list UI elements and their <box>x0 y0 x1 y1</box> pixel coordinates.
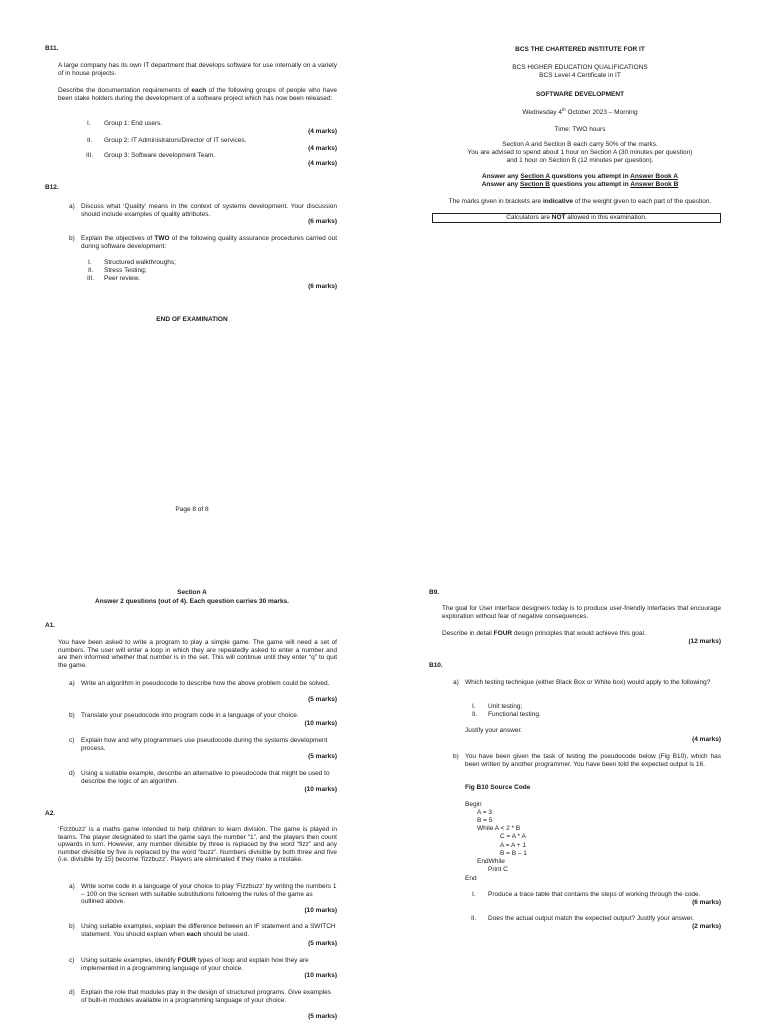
b12-b-item-1-num: I. <box>88 259 92 266</box>
code-line-end: End <box>465 875 477 882</box>
question-b11-describe-bold: each <box>191 87 207 94</box>
b11-item-3-text: Group 3: Software development Team. <box>104 152 216 159</box>
question-label-b11: B11. <box>45 45 59 52</box>
b10-b-item-1-text: Produce a trace table that contains the steps of working through the code. <box>488 891 701 898</box>
b10-b-item-1-marks: (6 marks) <box>692 899 721 906</box>
a1-d-marks: (10 marks) <box>304 786 337 793</box>
b12-a-marks: (6 marks) <box>308 218 337 225</box>
a2-intro: ‘Fizzbuzz’ is a maths game intended to help children to learn division. The game is played in teams. The player designated to start the game says the number “1”, and the players then count upwards in turn. However, any number divisible by three is replaced by the word “fizz” and any number divisible by five is replaced by the word “buzz”. Numbers divisible by both three and five (i.e. divisible by 15) become ‘fizzbuzz’. Players are eliminated if they make a mistake. <box>58 826 337 864</box>
b12-a-text: Discuss what ‘Quality’ means in the context of systems development. Your discussion should include examples of quality attributes. <box>81 203 337 218</box>
exam-date <box>430 106 730 117</box>
a2-c-bold: FOUR <box>177 957 196 964</box>
a2-b-letter: b) <box>69 923 75 930</box>
a1-c-text: Explain how and why programmers use pseudocode during the systems development process. <box>81 737 328 752</box>
a1-b-text: Translate your pseudocode into program code in a language of your choice. <box>81 712 299 719</box>
question-label-b9: B9. <box>429 589 440 596</box>
a2-c-post: types of loop and explain how they are implemented in a programming language of your choice. <box>81 957 309 972</box>
b9-describe-post: design principles that would achieve this goal. <box>512 630 646 637</box>
a2-c-marks: (10 marks) <box>304 972 337 979</box>
b10-a-letter: a) <box>453 679 459 686</box>
b9-describe-pre: Describe in detail <box>442 630 494 637</box>
calc-pre: Calculators are <box>506 214 552 221</box>
subject-title: SOFTWARE DEVELOPMENT <box>535 91 625 98</box>
end-of-examination: END OF EXAMINATION <box>156 316 228 323</box>
b10-a-marks: (4 marks) <box>692 736 721 743</box>
b10-b-item-2-text: Does the actual output match the expected output? Justify your answer. <box>488 915 694 922</box>
answer-section-a <box>400 173 760 181</box>
question-b11-describe-pre: Describe the documentation requirements of <box>58 87 192 94</box>
sections-line-2: You are advised to spend about 1 hour on Section A (30 minutes per question) <box>467 149 693 156</box>
b10-a-item-1-num: I. <box>472 703 476 710</box>
page-number: Page 8 of 8 <box>175 506 209 513</box>
b10-a-item-1-text: Unit testing; <box>488 703 523 710</box>
a2-a-text: Write some code in a language of your choice to play ‘Fizzbuzz’ by writing the numbers 1 – 100 on the screen with suitable substitutions following the rules of the game as outlined above. <box>81 883 337 906</box>
answer-b-pre: Answer any <box>481 181 520 188</box>
a1-d-text: Using a suitable example, describe an alternative to pseudocode that might be used to describe the logic of an algorithm. <box>81 770 330 785</box>
code-line-print: Print C <box>488 866 508 873</box>
b12-b-item-2-text: Stress Testing; <box>104 267 147 274</box>
b12-b-text <box>81 235 337 250</box>
question-b11-describe-post: of the following groups of people who have been stake holders during the development of a software project which has now been released: <box>58 87 337 102</box>
marks-note-pre: The marks given in brackets are <box>448 198 543 205</box>
b10-b-item-2-marks: (2 marks) <box>692 923 721 930</box>
a1-d-letter: d) <box>69 770 75 777</box>
b10-b-text: You have been given the task of testing the pseudocode below (Fig B10), which has been written by another programmer. You have been told the expected output is 16. <box>465 753 721 768</box>
answer-b-mid: questions you attempt in <box>549 181 631 188</box>
b11-item-2-marks: (4 marks) <box>308 145 337 152</box>
level-title: BCS Level 4 Certificate in IT <box>539 72 621 79</box>
question-b11-describe <box>58 87 337 102</box>
answer-b-section: Section B <box>519 181 550 188</box>
answer-a-pre: Answer any <box>482 173 521 180</box>
b12-b-marks: (6 marks) <box>308 283 337 290</box>
a1-intro: You have been asked to write a program to play a simple game. The game will need a set of numbers. The user will enter a loop in which they are repeatedly asked to enter a number and are then informed whether that number is in the set. This will continue until they enter “q” to quit the game. <box>58 639 337 669</box>
b10-a-item-2-num: II. <box>472 711 478 718</box>
qualifications-title: BCS HIGHER EDUCATION QUALIFICATIONS <box>512 64 648 71</box>
question-label-a1: A1. <box>45 622 56 629</box>
b10-a-item-2-text: Functional testing. <box>488 711 541 718</box>
institute-title: BCS THE CHARTERED INSTITUTE FOR IT <box>515 46 645 53</box>
question-label-a2: A2. <box>45 810 56 817</box>
a2-a-marks: (10 marks) <box>304 907 337 914</box>
question-label-b12: B12. <box>45 184 59 191</box>
a2-d-marks: (5 marks) <box>308 1013 337 1020</box>
a2-b-text <box>81 923 337 938</box>
b11-item-2-text: Group 2: IT Administrators/Director of IT services. <box>104 137 247 144</box>
code-line-a-inc: A = A + 1 <box>500 842 527 849</box>
marks-note <box>392 198 768 206</box>
b10-b-letter: b) <box>453 753 459 760</box>
a1-a-text: Write an algorithm in pseudocode to describe how the above problem could be solved. <box>81 680 330 687</box>
b12-b-letter: b) <box>69 235 75 242</box>
answer-a-section: Section A <box>520 173 550 180</box>
exam-date-day: Wednesday 4 <box>522 109 562 116</box>
page-bottom-right <box>384 512 768 1024</box>
b9-intro: The goal for User interface designers today is to produce user-friendly interfaces that encourage exploration without fear of negative consequences. <box>442 605 721 620</box>
code-line-a-init: A = 3 <box>477 809 492 816</box>
marks-note-post: of the weight given to each part of the question. <box>572 198 712 205</box>
a2-b-pre: Using suitable examples, explain the difference between an IF statement and a SWITCH statement. You should explain when <box>81 923 336 938</box>
b10-a-text: Which testing technique (either Black Box or White box) would apply to the following? <box>465 679 711 686</box>
answer-section-b <box>400 181 760 189</box>
calc-bold: NOT <box>551 214 566 221</box>
a1-c-marks: (5 marks) <box>308 753 337 760</box>
page-bottom-left <box>0 512 384 1024</box>
a2-c-text <box>81 957 337 972</box>
b11-item-3-marks: (4 marks) <box>308 160 337 167</box>
b12-b-bold: TWO <box>154 235 170 242</box>
a2-c-letter: c) <box>69 957 75 964</box>
b11-item-2-num: II. <box>87 137 93 144</box>
b11-item-1-text: Group 1: End users. <box>104 120 163 127</box>
code-line-endwhile: EndWhile <box>477 858 505 865</box>
b9-marks: (12 marks) <box>688 638 721 645</box>
a1-b-marks: (10 marks) <box>304 720 337 727</box>
answer-a-mid: questions you attempt in <box>549 173 631 180</box>
exam-date-rest: October 2023 – Morning <box>565 109 638 116</box>
sections-line-1: Section A and Section B each carry 50% of the marks. <box>502 141 658 148</box>
exam-time: Time: TWO hours <box>554 126 606 133</box>
answer-a-book: Answer Book A <box>630 173 678 180</box>
b12-b-item-3-text: Peer review. <box>104 275 140 282</box>
b12-b-pre: Explain the objectives of <box>81 235 155 242</box>
marks-note-bold: indicative <box>542 198 573 205</box>
answer-b-book: Answer Book B <box>630 181 679 188</box>
page-top-right <box>384 0 768 512</box>
b10-a-justify: Justify your answer. <box>465 727 523 734</box>
b12-b-post: of the following quality assurance procedures carried out during software development: <box>81 235 338 250</box>
fig-b10-title: Fig B10 Source Code <box>465 784 531 791</box>
a2-d-text: Explain the role that modules play in the design of structured programs. Give examples of built-in modules available in a programming language of your choice. <box>81 989 332 1004</box>
a2-b-marks: (5 marks) <box>308 940 337 947</box>
a1-c-letter: c) <box>69 737 75 744</box>
b12-b-item-3-num: III. <box>87 275 95 282</box>
a2-b-bold: each <box>186 930 202 938</box>
exam-date-sup: th <box>561 106 566 112</box>
calc-post: allowed in this examination. <box>565 214 647 221</box>
a1-a-letter: a) <box>69 680 75 687</box>
b12-b-item-2-num: II. <box>88 267 94 274</box>
b12-b-item-1-text: Structured walkthroughs; <box>104 259 176 266</box>
a2-b-post: should be used. <box>201 930 250 938</box>
a2-d-letter: d) <box>69 989 75 996</box>
a1-a-marks: (5 marks) <box>308 696 337 703</box>
a2-c-pre: Using suitable examples, identify <box>81 957 178 964</box>
b10-b-item-2-num: II. <box>471 915 477 922</box>
question-label-b10: B10. <box>429 662 443 669</box>
section-a-subtitle: Answer 2 questions (out of 4). Each question carries 30 marks. <box>95 598 289 605</box>
question-b11-intro: A large company has its own IT department that develops software for use internally on a variety of in house projects. <box>58 62 337 77</box>
a2-a-letter: a) <box>69 883 75 890</box>
b9-describe <box>442 630 721 638</box>
code-line-while: While A < 2 * B <box>477 825 521 832</box>
b11-item-1-num: I. <box>87 120 91 127</box>
sections-line-3: and 1 hour on Section B (12 minutes per question). <box>506 157 654 164</box>
code-line-b-dec: B = B – 1 <box>500 850 527 857</box>
b10-b-item-1-num: I. <box>472 891 476 898</box>
code-line-b-init: B = 5 <box>477 817 493 824</box>
calculator-notice <box>432 213 721 223</box>
code-line-begin: Begin <box>465 801 482 808</box>
b9-describe-bold: FOUR <box>493 630 513 637</box>
code-line-c-assign: C = A * A <box>500 833 526 840</box>
b11-item-1-marks: (4 marks) <box>308 128 337 135</box>
page-top-left <box>0 0 384 512</box>
section-a-title: Section A <box>177 589 207 596</box>
b11-item-3-num: III. <box>86 152 94 159</box>
a1-b-letter: b) <box>69 712 75 719</box>
b12-a-letter: a) <box>69 203 75 210</box>
